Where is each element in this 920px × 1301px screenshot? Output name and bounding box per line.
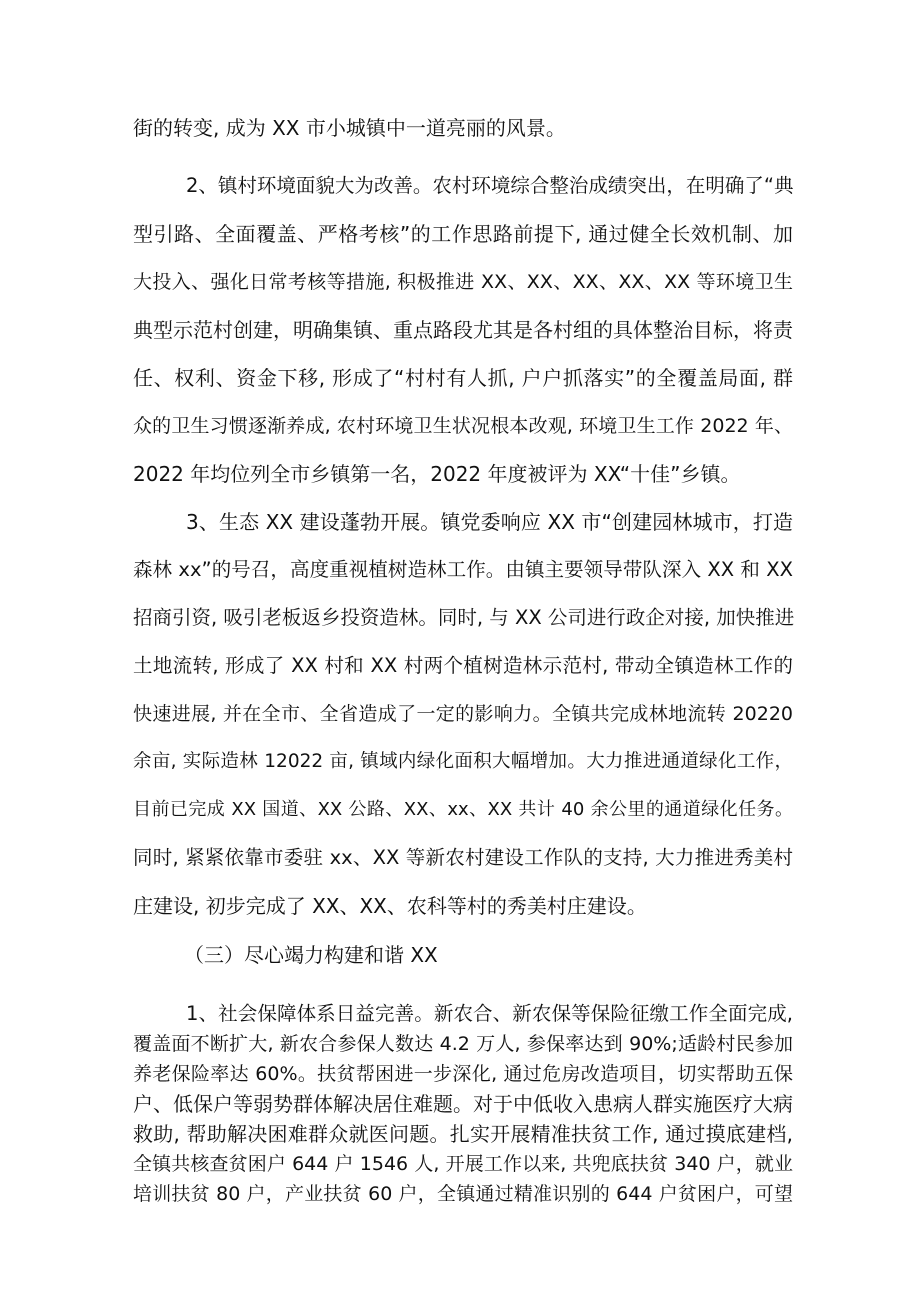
- paragraph-line: 土地流转, 形成了 XX 村和 XX 村两个植树造林示范村, 带动全镇造林工作的: [133, 654, 793, 677]
- paragraph-line: 余亩, 实际造林 12022 亩, 镇域内绿化面积大幅增加。大力推进通道绿化工作，: [133, 751, 793, 772]
- paragraph-line: 2、镇村环境面貌大为改善。农村环境综合整治成绩突出，在明确了“典: [186, 174, 794, 197]
- paragraph-line: 庄建设, 初步完成了 XX、XX、农科等村的秀美村庄建设。: [133, 894, 647, 918]
- paragraph-line: 全镇共核查贫困户 644 户 1546 人, 开展工作以来, 共兜底扶贫 340 户，就业: [133, 1153, 793, 1175]
- paragraph-line: 目前已完成 XX 国道、XX 公路、XX、xx、XX 共计 40 余公里的通道绿化任务。: [133, 799, 793, 820]
- paragraph-line: 大投入、强化日常考核等措施, 积极推进 XX、XX、XX、XX、XX 等环境卫生: [133, 271, 793, 293]
- paragraph-line: 2022 年均位列全市乡镇第一名，2022 年度被评为 XX“十佳”乡镇。: [133, 462, 741, 486]
- paragraph-line: 招商引资, 吸引老板返乡投资造林。同时, 与 XX 公司进行政企对接, 加快推进: [133, 606, 795, 629]
- paragraph-line: 培训扶贫 80 户，产业扶贫 60 户，全镇通过精准识别的 644 户贫困户，可望: [133, 1183, 793, 1205]
- paragraph-line: 3、生态 XX 建设蓬勃开展。镇党委响应 XX 市“创建园林城市，打造: [186, 510, 793, 534]
- paragraph-line: 1、社会保障体系日益完善。新农合、新农保等保险征缴工作全面完成,: [186, 1002, 793, 1025]
- paragraph-line: 任、权利、资金下移, 形成了“村村有人抓, 户户抓落实”的全覆盖局面, 群: [133, 366, 793, 390]
- paragraph-line: 同时, 紧紧依靠市委驻 xx、XX 等新农村建设工作队的支持, 大力推进秀美村: [133, 846, 793, 869]
- paragraph-line: 街的转变, 成为 XX 市小城镇中一道亮丽的风景。: [133, 116, 566, 140]
- paragraph-line: 森林 xx”的号召，高度重视植树造林工作。由镇主要领导带队深入 XX 和 XX: [133, 558, 793, 581]
- paragraph-line: 典型示范村创建，明确集镇、重点路段尤其是各村组的具体整治目标，将责: [133, 318, 793, 342]
- paragraph-line: 型引路、全面覆盖、严格考核”的工作思路前提下, 通过健全长效机制、加: [133, 222, 793, 246]
- paragraph-line: 户、低保户等弱势群体解决居住难题。对于中低收入患病人群实施医疗大病: [133, 1092, 793, 1116]
- paragraph-line: 众的卫生习惯逐渐养成, 农村环境卫生状况根本改观, 环境卫生工作 2022 年、: [133, 415, 793, 437]
- paragraph-line: 快速进展, 并在全市、全省造成了一定的影响力。全镇共完成林地流转 20220: [133, 703, 793, 725]
- section-heading: （三）尽心竭力构建和谐 XX: [184, 943, 438, 967]
- paragraph-line: 覆盖面不断扩大, 新农合参保人数达 4.2 万人, 参保率达到 90%;适龄村民参加: [133, 1033, 793, 1055]
- paragraph-line: 养老保险率达 60%。扶贫帮困进一步深化, 通过危房改造项目，切实帮助五保: [133, 1063, 793, 1085]
- paragraph-line: 救助, 帮助解决困难群众就医问题。扎实开展精准扶贫工作, 通过摸底建档,: [133, 1122, 793, 1146]
